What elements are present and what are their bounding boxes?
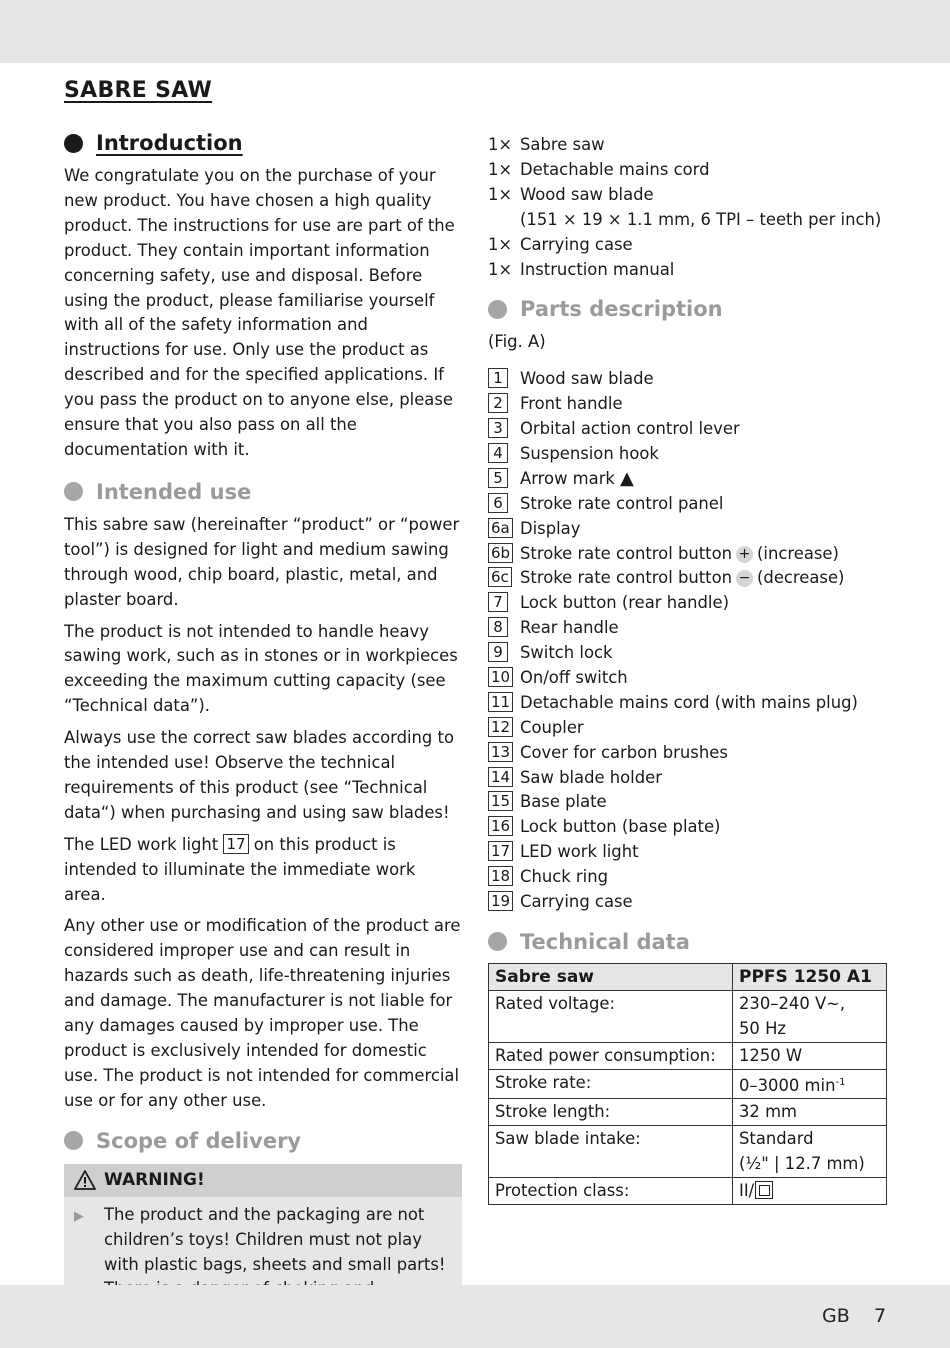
part-item: [488, 517, 888, 542]
part-label: Lock button (base plate): [520, 817, 721, 837]
part-number: 15: [488, 791, 513, 811]
part-item: [488, 467, 888, 492]
technical-data-heading: Technical data: [488, 927, 888, 957]
footer-page-number: 7: [874, 1305, 887, 1327]
part-label: LED work light: [520, 842, 639, 862]
part-label: Suspension hook: [520, 444, 659, 464]
table-row-label: Protection class:: [489, 1178, 733, 1205]
part-number: 12: [488, 717, 513, 737]
technical-data-table: [488, 963, 887, 1205]
bullet-dot-icon: [488, 300, 507, 319]
intended-use-paragraph-3: Always use the correct saw blades according to the intended use! Observe the technical requirements of this product (see “Technical data“) when purchasing and using saw blades!: [64, 728, 454, 822]
part-item: [488, 766, 888, 791]
protection-class-ii-icon: [755, 1181, 773, 1199]
minus-circle-icon: −: [736, 570, 753, 587]
table-row-value: 1250 W: [733, 1042, 887, 1069]
part-number: 13: [488, 742, 513, 762]
part-label: Detachable mains cord (with mains plug): [520, 692, 858, 712]
part-reference-box: 17: [223, 834, 248, 854]
table-row: [489, 1126, 887, 1178]
warning-title: WARNING!: [104, 1170, 205, 1191]
figure-reference: (Fig. A): [488, 332, 546, 352]
intended-use-paragraph-5: Any other use or modification of the product are considered improper use and can result in hazards such as death, life-threatening injuries and damage. The manufacturer is not liable for any damages caused by improper use. The product is exclusively intended for domestic use. The product is not intended for commercial use or for any other use.: [64, 916, 461, 1110]
part-item: [488, 741, 888, 766]
table-row: [489, 1069, 887, 1099]
table-row-label: Rated voltage:: [489, 990, 733, 1042]
part-label: Carrying case: [520, 892, 633, 912]
scope-item-qty: 1×: [488, 184, 513, 204]
part-number: 6: [488, 493, 508, 513]
part-item: [488, 367, 888, 392]
scope-item-qty: 1×: [488, 234, 513, 254]
part-label: Lock button (rear handle): [520, 593, 729, 613]
warning-triangle-icon: [74, 1170, 96, 1190]
part-number: 7: [488, 592, 508, 612]
part-item: [488, 392, 888, 417]
part-number: 8: [488, 617, 508, 637]
part-item: [488, 566, 888, 591]
bottom-band: [0, 1285, 950, 1348]
scope-item-label: Instruction manual: [520, 259, 675, 279]
arrow-mark-icon: ▲: [619, 467, 634, 489]
right-column: [488, 133, 888, 1205]
part-item: [488, 890, 888, 915]
part-item: [488, 641, 888, 666]
bullet-dot-icon: [488, 932, 507, 951]
intended-use-heading: Intended use: [64, 477, 462, 507]
scope-item: [488, 158, 888, 183]
table-row: [489, 1178, 887, 1205]
part-label: Coupler: [520, 717, 584, 737]
table-row-label: Rated power consumption:: [489, 1042, 733, 1069]
table-row-value: Standard (½" | 12.7 mm): [733, 1126, 887, 1178]
part-item: [488, 865, 888, 890]
part-label: Front handle: [520, 394, 623, 414]
part-number: 17: [488, 841, 513, 861]
table-row-label: Stroke length:: [489, 1099, 733, 1126]
scope-item-label: (151 × 19 × 1.1 mm, 6 TPI – teeth per inch): [520, 209, 882, 229]
part-item: [488, 542, 888, 567]
part-item: [488, 691, 888, 716]
part-number: 4: [488, 443, 508, 463]
scope-item-qty: 1×: [488, 135, 513, 154]
scope-item-label: Wood saw blade: [520, 184, 654, 204]
part-item: [488, 790, 888, 815]
part-item: [488, 591, 888, 616]
part-label: Arrow mark ▲: [520, 467, 634, 492]
warning-header: [64, 1164, 462, 1197]
table-row-value: 0–3000 $\min^{-1}$: [733, 1069, 887, 1099]
part-item: [488, 442, 888, 467]
scope-item: [488, 208, 888, 233]
parts-list: [488, 367, 888, 915]
part-item: [488, 492, 888, 517]
part-label: Stroke rate control panel: [520, 493, 724, 513]
part-label: On/off switch: [520, 668, 628, 688]
part-label: Stroke rate control button − (decrease): [520, 568, 845, 588]
scope-item: [488, 233, 888, 258]
part-label: Switch lock: [520, 643, 613, 663]
scope-item-label: Carrying case: [520, 234, 633, 254]
part-item: [488, 666, 888, 691]
warning-text: The product and the packaging are not children’s toys! Children must not play with plastic bags, sheets and small parts!: [104, 1204, 446, 1274]
part-number: 19: [488, 891, 513, 911]
part-item: [488, 417, 888, 442]
part-item: [488, 840, 888, 865]
part-item: [488, 716, 888, 741]
introduction-text: We congratulate you on the purchase of your new product. You have chosen a high quality product. The instructions for use are part of the product. They contain important information concerning safety, use and disposal. Before using the product, please familiarise yourself with all of the safety information and instructions for use. Only use the product as described and for the specified applications. If you pass the product on to anyone else, please ensure that you also pass on all the documentation with it.: [64, 166, 455, 459]
part-label: Orbital action control lever: [520, 419, 740, 439]
plus-circle-icon: +: [736, 546, 753, 563]
play-triangle-icon: ▶: [74, 1208, 84, 1224]
table-row: [489, 990, 887, 1042]
part-number: 5: [488, 468, 508, 488]
part-number: 14: [488, 767, 513, 787]
part-number: 6c: [488, 567, 512, 587]
scope-of-delivery-heading: Scope of delivery: [64, 1126, 462, 1156]
table-row-label: Stroke rate:: [489, 1069, 733, 1099]
document-title: SABRE SAW: [64, 78, 213, 103]
table-header-label: Sabre saw: [489, 963, 733, 990]
part-label: Chuck ring: [520, 867, 609, 887]
part-label: Stroke rate control button + (increase): [520, 543, 839, 563]
part-label: Saw blade holder: [520, 767, 662, 787]
scope-item-qty: [488, 208, 520, 233]
part-item: [488, 616, 888, 641]
intended-use-paragraph-4: The LED work light 17 on this product is intended to illuminate the immediate work area.: [64, 834, 416, 904]
table-row-label: Saw blade intake:: [489, 1126, 733, 1178]
scope-item-qty: 1×: [488, 159, 513, 179]
part-label: Rear handle: [520, 618, 619, 638]
scope-item: [488, 133, 888, 158]
part-number: 6b: [488, 543, 513, 563]
table-row-value: 230–240 V∼, 50 Hz: [733, 990, 887, 1042]
scope-list: [488, 133, 888, 282]
introduction-heading: Introduction: [64, 128, 462, 158]
part-label: Display: [520, 518, 581, 538]
table-header-model: PPFS 1250 A1: [733, 963, 887, 990]
bullet-dot-icon: [64, 1131, 83, 1150]
part-label: Base plate: [520, 792, 607, 812]
scope-item-label: Sabre saw: [520, 135, 605, 154]
scope-item-qty: 1×: [488, 259, 513, 279]
bullet-dot-icon: [64, 482, 83, 501]
part-label: Wood saw blade: [520, 369, 654, 389]
scope-item: [488, 183, 888, 208]
top-band: [0, 0, 950, 63]
part-label: Cover for carbon brushes: [520, 742, 728, 762]
scope-item-label: Detachable mains cord: [520, 159, 710, 179]
part-number: 11: [488, 692, 513, 712]
part-number: 18: [488, 866, 513, 886]
table-row: [489, 1042, 887, 1069]
table-row-value: II/: [733, 1178, 887, 1205]
part-item: [488, 815, 888, 840]
part-number: 16: [488, 816, 513, 836]
part-number: 10: [488, 667, 513, 687]
part-number: 3: [488, 418, 508, 438]
footer-language: GB: [822, 1305, 850, 1327]
bullet-dot-icon: [64, 134, 83, 153]
table-row: [489, 1099, 887, 1126]
left-column: [64, 128, 462, 1333]
part-number: 6a: [488, 518, 513, 538]
part-number: 9: [488, 642, 508, 662]
table-row-value: 32 mm: [733, 1099, 887, 1126]
intended-use-paragraph-1: This sabre saw (hereinafter “product” or “power tool”) is designed for light and medium sawing through wood, chip board, plastic, metal, and plaster board.: [64, 514, 460, 609]
scope-item: [488, 258, 888, 283]
part-number: 1: [488, 368, 508, 388]
table-header-row: [489, 963, 887, 990]
parts-description-heading: Parts description: [488, 294, 888, 324]
part-number: 2: [488, 393, 508, 413]
intended-use-paragraph-2: The product is not intended to handle heavy sawing work, such as in stones or in workpieces exceeding the maximum cutting capacity (see “Technical data”).: [64, 621, 458, 716]
